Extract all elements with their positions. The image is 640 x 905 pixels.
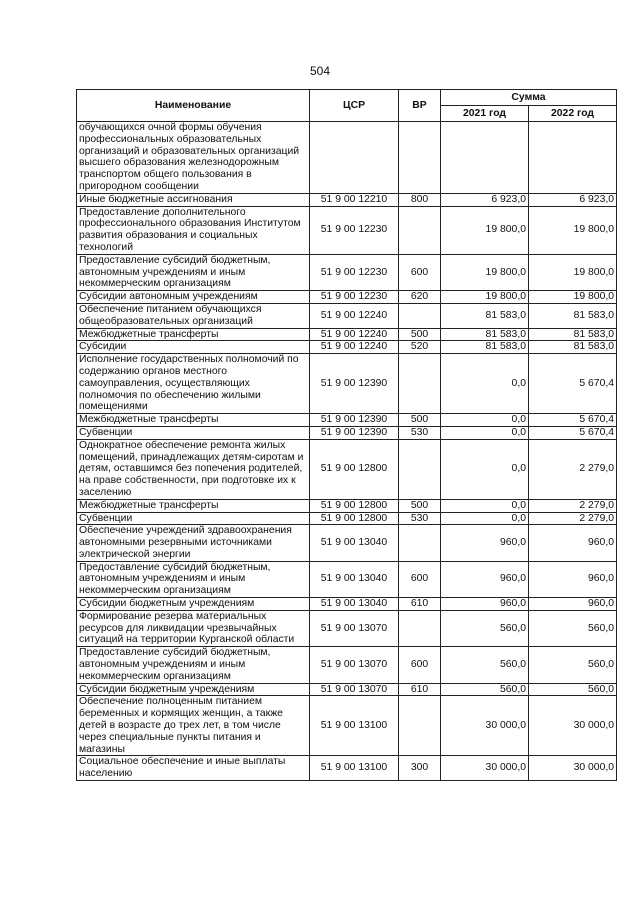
row-sum-2022-cell: 81 583,0	[529, 328, 617, 341]
row-name-cell: Субвенции	[77, 426, 310, 439]
row-sum-2021-cell: 81 583,0	[441, 303, 529, 328]
row-csr-cell: 51 9 00 12240	[310, 328, 399, 341]
row-sum-2021-cell: 30 000,0	[441, 696, 529, 756]
row-vr-cell: 610	[399, 598, 441, 611]
row-sum-2022-cell: 5 670,4	[529, 354, 617, 414]
row-csr-cell: 51 9 00 12390	[310, 354, 399, 414]
row-sum-2022-cell: 560,0	[529, 610, 617, 646]
table-row	[77, 414, 617, 427]
row-sum-2021-cell: 19 800,0	[441, 254, 529, 290]
row-vr-cell	[399, 206, 441, 254]
table-body	[77, 122, 617, 781]
row-vr-cell: 300	[399, 756, 441, 781]
row-vr-cell: 610	[399, 683, 441, 696]
row-csr-cell: 51 9 00 12230	[310, 254, 399, 290]
table-row	[77, 341, 617, 354]
row-sum-2021-cell: 30 000,0	[441, 756, 529, 781]
row-name-cell: обучающихся очной формы обучения профессиональных образовательных организаций и образовательных организаций высшего образования железнодорожным транспортом общего пользования в пригородном сообщении	[77, 122, 310, 194]
table-row	[77, 683, 617, 696]
row-sum-2021-cell: 0,0	[441, 512, 529, 525]
row-vr-cell: 600	[399, 254, 441, 290]
column-header-vr: ВР	[399, 90, 441, 122]
row-sum-2021-cell: 81 583,0	[441, 341, 529, 354]
row-vr-cell: 500	[399, 414, 441, 427]
row-name-cell: Исполнение государственных полномочий по содержанию органов местного самоуправления, осуществляющих полномочия по обеспечению жилыми помещениями	[77, 354, 310, 414]
row-sum-2022-cell: 19 800,0	[529, 291, 617, 304]
row-sum-2022-cell: 960,0	[529, 561, 617, 597]
row-sum-2021-cell: 0,0	[441, 499, 529, 512]
row-name-cell: Субвенции	[77, 512, 310, 525]
table-row	[77, 328, 617, 341]
row-csr-cell: 51 9 00 13100	[310, 756, 399, 781]
row-csr-cell: 51 9 00 12240	[310, 303, 399, 328]
table-row	[77, 426, 617, 439]
table-row	[77, 254, 617, 290]
row-vr-cell	[399, 696, 441, 756]
row-name-cell: Однократное обеспечение ремонта жилых помещений, принадлежащих детям-сиротам и детям, оставшимся без попечения родителей, на праве собственности, при подготовке их к заселению	[77, 439, 310, 499]
row-sum-2021-cell	[441, 122, 529, 194]
row-name-cell: Обеспечение учреждений здравоохранения автономными резервными источниками электрической энергии	[77, 525, 310, 561]
row-csr-cell: 51 9 00 13070	[310, 610, 399, 646]
row-sum-2022-cell: 2 279,0	[529, 512, 617, 525]
row-sum-2022-cell: 2 279,0	[529, 499, 617, 512]
table-row	[77, 439, 617, 499]
row-name-cell: Предоставление субсидий бюджетным, автономным учреждениям и иным некоммерческим организациям	[77, 561, 310, 597]
row-vr-cell	[399, 303, 441, 328]
table-row	[77, 598, 617, 611]
row-name-cell: Социальное обеспечение и иные выплаты населению	[77, 756, 310, 781]
row-sum-2022-cell: 19 800,0	[529, 206, 617, 254]
budget-table	[76, 89, 617, 781]
row-sum-2021-cell: 560,0	[441, 683, 529, 696]
row-vr-cell: 500	[399, 328, 441, 341]
row-name-cell: Субсидии автономным учреждениям	[77, 291, 310, 304]
row-name-cell: Субсидии	[77, 341, 310, 354]
row-sum-2021-cell: 19 800,0	[441, 291, 529, 304]
table-row	[77, 756, 617, 781]
row-sum-2022-cell: 19 800,0	[529, 254, 617, 290]
row-csr-cell: 51 9 00 12230	[310, 291, 399, 304]
row-sum-2021-cell: 960,0	[441, 598, 529, 611]
table-row	[77, 499, 617, 512]
table-header	[77, 90, 617, 122]
row-sum-2021-cell: 0,0	[441, 426, 529, 439]
row-sum-2022-cell: 30 000,0	[529, 756, 617, 781]
row-vr-cell: 530	[399, 512, 441, 525]
row-vr-cell	[399, 122, 441, 194]
row-csr-cell: 51 9 00 13040	[310, 525, 399, 561]
table-row	[77, 647, 617, 683]
row-name-cell: Субсидии бюджетным учреждениям	[77, 683, 310, 696]
row-csr-cell: 51 9 00 12230	[310, 206, 399, 254]
row-name-cell: Обеспечение полноценным питанием беременных и кормящих женщин, а также детей в возрасте до трех лет, в том числе через специальные пункты питания и магазины	[77, 696, 310, 756]
table-row	[77, 696, 617, 756]
row-vr-cell	[399, 525, 441, 561]
row-csr-cell: 51 9 00 12800	[310, 439, 399, 499]
row-sum-2022-cell: 2 279,0	[529, 439, 617, 499]
row-sum-2021-cell: 6 923,0	[441, 193, 529, 206]
row-sum-2021-cell: 81 583,0	[441, 328, 529, 341]
row-name-cell: Межбюджетные трансферты	[77, 499, 310, 512]
row-sum-2021-cell: 0,0	[441, 439, 529, 499]
row-sum-2021-cell: 560,0	[441, 610, 529, 646]
row-vr-cell: 530	[399, 426, 441, 439]
row-sum-2022-cell: 560,0	[529, 647, 617, 683]
row-vr-cell: 620	[399, 291, 441, 304]
column-header-2021: 2021 год	[441, 106, 529, 122]
row-csr-cell	[310, 122, 399, 194]
row-name-cell: Обеспечение питанием обучающихся общеобразовательных организаций	[77, 303, 310, 328]
row-name-cell: Предоставление субсидий бюджетным, автономным учреждениям и иным некоммерческим организациям	[77, 647, 310, 683]
row-sum-2021-cell: 0,0	[441, 414, 529, 427]
row-name-cell: Субсидии бюджетным учреждениям	[77, 598, 310, 611]
table-row	[77, 561, 617, 597]
table-row	[77, 206, 617, 254]
row-sum-2022-cell: 560,0	[529, 683, 617, 696]
row-sum-2022-cell: 5 670,4	[529, 414, 617, 427]
row-csr-cell: 51 9 00 13100	[310, 696, 399, 756]
row-sum-2022-cell: 960,0	[529, 525, 617, 561]
row-csr-cell: 51 9 00 12800	[310, 499, 399, 512]
column-header-2022: 2022 год	[529, 106, 617, 122]
row-csr-cell: 51 9 00 12210	[310, 193, 399, 206]
page-number: 504	[309, 64, 331, 78]
row-vr-cell: 520	[399, 341, 441, 354]
row-sum-2021-cell: 0,0	[441, 354, 529, 414]
row-csr-cell: 51 9 00 13040	[310, 561, 399, 597]
row-csr-cell: 51 9 00 12800	[310, 512, 399, 525]
row-csr-cell: 51 9 00 13070	[310, 647, 399, 683]
row-name-cell: Предоставление субсидий бюджетным, автономным учреждениям и иным некоммерческим организациям	[77, 254, 310, 290]
row-sum-2022-cell: 960,0	[529, 598, 617, 611]
row-vr-cell	[399, 439, 441, 499]
column-header-name: Наименование	[77, 90, 310, 122]
row-sum-2022-cell: 5 670,4	[529, 426, 617, 439]
column-header-csr: ЦСР	[310, 90, 399, 122]
table-row	[77, 122, 617, 194]
row-sum-2022-cell: 81 583,0	[529, 303, 617, 328]
row-csr-cell: 51 9 00 12390	[310, 426, 399, 439]
row-sum-2021-cell: 560,0	[441, 647, 529, 683]
table-row	[77, 610, 617, 646]
row-sum-2021-cell: 960,0	[441, 525, 529, 561]
table-row	[77, 303, 617, 328]
row-csr-cell: 51 9 00 12240	[310, 341, 399, 354]
row-vr-cell	[399, 610, 441, 646]
row-sum-2022-cell: 6 923,0	[529, 193, 617, 206]
row-sum-2021-cell: 960,0	[441, 561, 529, 597]
row-name-cell: Межбюджетные трансферты	[77, 414, 310, 427]
table-row	[77, 193, 617, 206]
row-sum-2022-cell	[529, 122, 617, 194]
row-vr-cell: 800	[399, 193, 441, 206]
row-name-cell: Иные бюджетные ассигнования	[77, 193, 310, 206]
row-sum-2022-cell: 81 583,0	[529, 341, 617, 354]
row-name-cell: Предоставление дополнительного профессионального образования Институтом развития образования и социальных технологий	[77, 206, 310, 254]
row-name-cell: Формирование резерва материальных ресурсов для ликвидации чрезвычайных ситуаций на территории Курганской области	[77, 610, 310, 646]
row-vr-cell: 500	[399, 499, 441, 512]
row-vr-cell: 600	[399, 647, 441, 683]
table-row	[77, 354, 617, 414]
row-csr-cell: 51 9 00 13040	[310, 598, 399, 611]
row-sum-2021-cell: 19 800,0	[441, 206, 529, 254]
row-name-cell: Межбюджетные трансферты	[77, 328, 310, 341]
row-csr-cell: 51 9 00 12390	[310, 414, 399, 427]
table-row	[77, 291, 617, 304]
row-vr-cell	[399, 354, 441, 414]
table-row	[77, 512, 617, 525]
column-header-sum: Сумма	[441, 90, 617, 106]
table-row	[77, 525, 617, 561]
row-vr-cell: 600	[399, 561, 441, 597]
row-sum-2022-cell: 30 000,0	[529, 696, 617, 756]
row-csr-cell: 51 9 00 13070	[310, 683, 399, 696]
